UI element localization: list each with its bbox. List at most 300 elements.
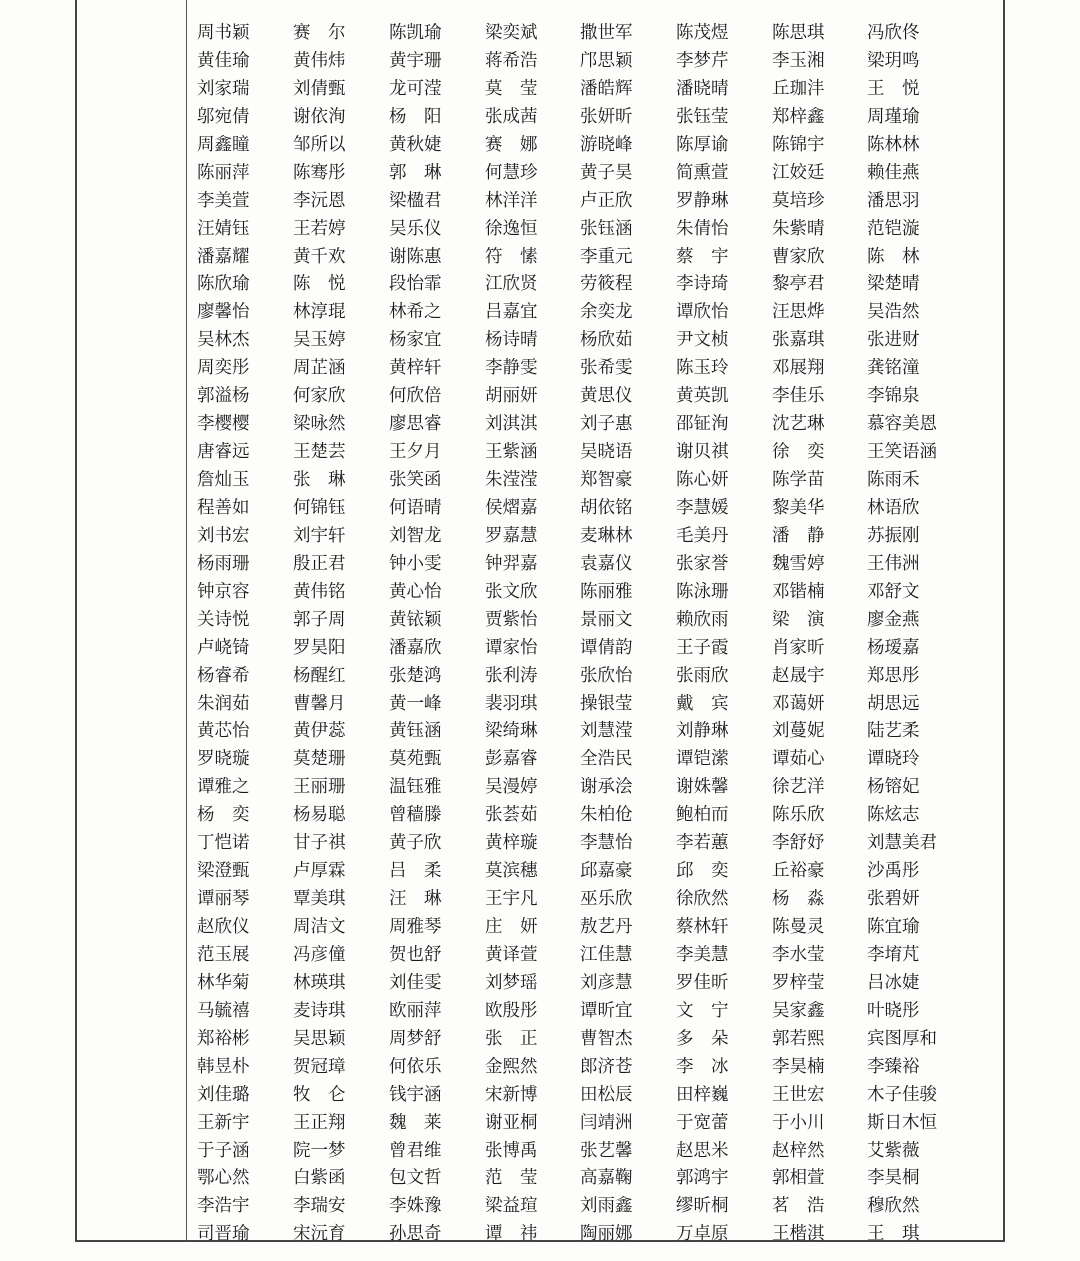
student-name: 范 莹 bbox=[485, 1168, 538, 1189]
student-name: 汪婧钰 bbox=[197, 218, 250, 239]
student-name: 梁楹君 bbox=[389, 190, 442, 211]
student-name: 李慧媛 bbox=[676, 497, 729, 518]
student-name: 李诗琦 bbox=[676, 274, 729, 295]
student-name: 杨 奕 bbox=[197, 805, 250, 826]
student-name: 潘 静 bbox=[772, 525, 825, 546]
student-name: 朱紫晴 bbox=[772, 218, 825, 239]
name-row bbox=[197, 1165, 977, 1193]
student-name: 麦琳林 bbox=[580, 525, 633, 546]
student-name: 冯彦僮 bbox=[293, 944, 346, 965]
student-name: 庄 妍 bbox=[485, 917, 538, 937]
student-name: 李慧怡 bbox=[580, 833, 633, 854]
student-name: 谭倩韵 bbox=[580, 637, 633, 658]
student-name: 白紫函 bbox=[293, 1168, 346, 1189]
student-name: 操银莹 bbox=[580, 693, 633, 714]
name-row bbox=[197, 942, 977, 970]
name-list bbox=[197, 20, 977, 1249]
student-name: 贺冠璋 bbox=[293, 1056, 346, 1077]
student-name: 黄铱颖 bbox=[389, 609, 442, 630]
student-name: 茗 浩 bbox=[772, 1196, 825, 1217]
student-name: 刘佳璐 bbox=[197, 1084, 250, 1105]
student-name: 吴漫婷 bbox=[485, 777, 538, 798]
student-name: 钟京容 bbox=[197, 581, 250, 602]
student-name: 陈玉玲 bbox=[676, 358, 729, 379]
student-name: 符 愫 bbox=[485, 246, 538, 267]
name-row bbox=[197, 607, 977, 635]
student-name: 温钰雅 bbox=[389, 777, 442, 798]
name-row bbox=[197, 439, 977, 467]
student-name: 邱 奕 bbox=[676, 861, 729, 882]
student-name: 刘慧美君 bbox=[867, 833, 937, 854]
student-name: 院一梦 bbox=[293, 1140, 346, 1161]
student-name: 何欣倍 bbox=[389, 386, 442, 407]
student-name: 梁益瑄 bbox=[485, 1196, 538, 1217]
student-name: 谢亚桐 bbox=[485, 1112, 538, 1133]
student-name: 闫靖洲 bbox=[580, 1112, 633, 1133]
student-name: 王世宏 bbox=[772, 1084, 825, 1105]
student-name: 李梦芹 bbox=[676, 50, 729, 71]
student-name: 欧殷彤 bbox=[485, 1000, 538, 1021]
student-name: 梁咏然 bbox=[293, 414, 346, 435]
student-name: 吕 柔 bbox=[389, 861, 442, 882]
student-name: 劳筱程 bbox=[580, 274, 633, 295]
student-name: 何家欣 bbox=[293, 386, 346, 407]
student-name: 张碧妍 bbox=[867, 889, 920, 910]
student-name: 郭子周 bbox=[293, 609, 346, 630]
student-name: 罗梓莹 bbox=[772, 972, 825, 993]
student-name: 邱嘉豪 bbox=[580, 861, 633, 882]
student-name: 张艺馨 bbox=[580, 1140, 633, 1161]
student-name: 范铠漩 bbox=[867, 218, 920, 239]
student-name: 邵钲洵 bbox=[676, 414, 729, 435]
name-row bbox=[197, 383, 977, 411]
student-name: 陈 林 bbox=[867, 246, 920, 267]
student-name: 张笑函 bbox=[389, 470, 442, 490]
student-name: 陆艺柔 bbox=[867, 721, 920, 742]
student-name: 江欣贤 bbox=[485, 274, 538, 295]
student-name: 郭 琳 bbox=[389, 162, 442, 183]
student-name: 罗晓璇 bbox=[197, 749, 250, 770]
student-name: 唐睿远 bbox=[197, 442, 250, 463]
student-name: 万卓原 bbox=[676, 1224, 729, 1245]
student-name: 邬宛倩 bbox=[197, 106, 250, 127]
student-name: 冯欣佟 bbox=[867, 23, 920, 43]
student-name: 陈茂煜 bbox=[676, 23, 729, 43]
name-row bbox=[197, 551, 977, 579]
student-name: 曹智杰 bbox=[580, 1028, 633, 1049]
student-name: 甘子祺 bbox=[293, 833, 346, 854]
student-name: 郑智豪 bbox=[580, 470, 633, 490]
student-name: 杨瑷嘉 bbox=[867, 637, 920, 658]
student-name: 于子涵 bbox=[197, 1140, 250, 1161]
student-name: 敖艺丹 bbox=[580, 917, 633, 937]
student-name: 陈雨禾 bbox=[867, 470, 920, 490]
student-name: 缪昕桐 bbox=[676, 1196, 729, 1217]
student-name: 刘宇轩 bbox=[293, 525, 346, 546]
student-name: 卢峣锜 bbox=[197, 637, 250, 658]
student-name: 陈丽雅 bbox=[580, 581, 633, 602]
student-name: 王夕月 bbox=[389, 442, 442, 463]
student-name: 魏雪婷 bbox=[772, 553, 825, 574]
student-name: 谭茹心 bbox=[772, 749, 825, 770]
student-name: 杨易聪 bbox=[293, 805, 346, 826]
student-name: 张 正 bbox=[485, 1028, 538, 1049]
student-name: 牧 仑 bbox=[293, 1084, 346, 1105]
student-name: 段怡霏 bbox=[389, 274, 442, 295]
student-name: 谭丽琴 bbox=[197, 889, 250, 910]
student-name: 游晓峰 bbox=[580, 134, 633, 155]
student-name: 杨醒红 bbox=[293, 665, 346, 686]
student-name: 李瑞安 bbox=[293, 1196, 346, 1217]
student-name: 孙思奇 bbox=[389, 1224, 442, 1245]
student-name: 王楚芸 bbox=[293, 442, 346, 463]
student-name: 杨诗晴 bbox=[485, 330, 538, 351]
student-name: 林淳琨 bbox=[293, 302, 346, 323]
student-name: 郭溢杨 bbox=[197, 386, 250, 407]
name-row bbox=[197, 327, 977, 355]
student-name: 陈丽萍 bbox=[197, 162, 250, 183]
student-name: 黄秋婕 bbox=[389, 134, 442, 155]
student-name: 曹馨月 bbox=[293, 693, 346, 714]
student-name: 张成茜 bbox=[485, 106, 538, 127]
student-name: 何语晴 bbox=[389, 497, 442, 518]
student-name: 李重元 bbox=[580, 246, 633, 267]
student-name: 汪 琳 bbox=[389, 889, 442, 910]
student-name: 李舒妤 bbox=[772, 833, 825, 854]
student-name: 陈炫志 bbox=[867, 805, 920, 826]
student-name: 蔡 宇 bbox=[676, 246, 729, 267]
student-name: 邹所以 bbox=[293, 134, 346, 155]
student-name: 黄思仪 bbox=[580, 386, 633, 407]
student-name: 卢正欣 bbox=[580, 190, 633, 211]
name-row bbox=[197, 1193, 977, 1221]
student-name: 罗佳昕 bbox=[676, 972, 729, 993]
student-name: 艾紫薇 bbox=[867, 1140, 920, 1161]
student-name: 王楷淇 bbox=[772, 1224, 825, 1245]
student-name: 邓展翔 bbox=[772, 358, 825, 379]
student-name: 陈曼灵 bbox=[772, 917, 825, 937]
student-name: 胡思远 bbox=[867, 693, 920, 714]
student-name: 穆欣然 bbox=[867, 1196, 920, 1217]
student-name: 陈厚谕 bbox=[676, 134, 729, 155]
student-name: 宋沅育 bbox=[293, 1224, 346, 1245]
student-name: 钟羿嘉 bbox=[485, 553, 538, 574]
student-name: 梁奕斌 bbox=[485, 23, 538, 43]
student-name: 李佳乐 bbox=[772, 386, 825, 407]
student-name: 李锦泉 bbox=[867, 386, 920, 407]
name-row bbox=[197, 523, 977, 551]
student-name: 张荟茹 bbox=[485, 805, 538, 826]
student-name: 詹灿玉 bbox=[197, 470, 250, 490]
name-row bbox=[197, 244, 977, 272]
student-name: 谭家怡 bbox=[485, 637, 538, 658]
student-name: 赛 尔 bbox=[293, 23, 346, 43]
name-row bbox=[197, 467, 977, 495]
student-name: 殷正君 bbox=[293, 553, 346, 574]
student-name: 吴玉婷 bbox=[293, 330, 346, 351]
student-name: 陈骞彤 bbox=[293, 162, 346, 183]
name-row bbox=[197, 160, 977, 188]
student-name: 刘彦慧 bbox=[580, 972, 633, 993]
student-name: 张欣怡 bbox=[580, 665, 633, 686]
student-name: 沈艺琳 bbox=[772, 414, 825, 435]
student-name: 贺也舒 bbox=[389, 944, 442, 965]
student-name: 谭雅之 bbox=[197, 777, 250, 798]
student-name: 莫苑甄 bbox=[389, 749, 442, 770]
student-name: 于小川 bbox=[772, 1112, 825, 1133]
name-row bbox=[197, 1221, 977, 1249]
student-name: 田梓巍 bbox=[676, 1084, 729, 1105]
student-name: 李 冰 bbox=[676, 1056, 729, 1077]
student-name: 肖家昕 bbox=[772, 637, 825, 658]
student-name: 郭鸿宇 bbox=[676, 1168, 729, 1189]
student-name: 金熙然 bbox=[485, 1056, 538, 1077]
student-name: 朱柏伧 bbox=[580, 805, 633, 826]
student-name: 丁恺诺 bbox=[197, 833, 250, 854]
student-name: 胡依铭 bbox=[580, 497, 633, 518]
student-name: 李沅恩 bbox=[293, 190, 346, 211]
student-name: 刘家瑞 bbox=[197, 78, 250, 99]
student-name: 潘嘉耀 bbox=[197, 246, 250, 267]
name-row bbox=[197, 774, 977, 802]
student-name: 田松辰 bbox=[580, 1084, 633, 1105]
student-name: 黄译萱 bbox=[485, 944, 538, 965]
student-name: 陈欣瑜 bbox=[197, 274, 250, 295]
student-name: 张博禹 bbox=[485, 1140, 538, 1161]
student-name: 撒世军 bbox=[580, 23, 633, 43]
student-name: 杨欣茹 bbox=[580, 330, 633, 351]
student-name: 黄梓轩 bbox=[389, 358, 442, 379]
student-name: 徐艺洋 bbox=[772, 777, 825, 798]
student-name: 魏 莱 bbox=[389, 1112, 442, 1133]
student-name: 刘书宏 bbox=[197, 525, 250, 546]
student-name: 李浩宇 bbox=[197, 1196, 250, 1217]
student-name: 黎亭君 bbox=[772, 274, 825, 295]
name-row bbox=[197, 188, 977, 216]
student-name: 谭铠潆 bbox=[676, 749, 729, 770]
student-name: 潘思羽 bbox=[867, 190, 920, 211]
student-name: 丘珈沣 bbox=[772, 78, 825, 99]
student-name: 赵思米 bbox=[676, 1140, 729, 1161]
student-name: 钟小雯 bbox=[389, 553, 442, 574]
student-name: 曾君维 bbox=[389, 1140, 442, 1161]
student-name: 李玉湘 bbox=[772, 50, 825, 71]
student-name: 曾穑滕 bbox=[389, 805, 442, 826]
student-name: 全浩民 bbox=[580, 749, 633, 770]
student-name: 郑梓鑫 bbox=[772, 106, 825, 127]
student-name: 王丽珊 bbox=[293, 777, 346, 798]
name-row bbox=[197, 299, 977, 327]
student-name: 谭昕宜 bbox=[580, 1000, 633, 1021]
student-name: 黄子欣 bbox=[389, 833, 442, 854]
student-name: 郑思彤 bbox=[867, 665, 920, 686]
student-name: 关诗悦 bbox=[197, 609, 250, 630]
student-name: 周雅琴 bbox=[389, 917, 442, 937]
student-name: 赛 娜 bbox=[485, 134, 538, 155]
student-name: 黄伟铭 bbox=[293, 581, 346, 602]
student-name: 李静雯 bbox=[485, 358, 538, 379]
name-row bbox=[197, 691, 977, 719]
student-name: 于宽蕾 bbox=[676, 1112, 729, 1133]
student-name: 郎济苍 bbox=[580, 1056, 633, 1077]
column-divider bbox=[186, 0, 187, 1242]
student-name: 江佳慧 bbox=[580, 944, 633, 965]
student-name: 张雨欣 bbox=[676, 665, 729, 686]
student-name: 陈思琪 bbox=[772, 23, 825, 43]
student-name: 徐 奕 bbox=[772, 442, 825, 463]
name-row bbox=[197, 20, 977, 48]
name-row bbox=[197, 802, 977, 830]
name-row bbox=[197, 271, 977, 299]
student-name: 刘佳雯 bbox=[389, 972, 442, 993]
student-name: 刘蔓妮 bbox=[772, 721, 825, 742]
student-name: 李若蕙 bbox=[676, 833, 729, 854]
student-name: 刘雨鑫 bbox=[580, 1196, 633, 1217]
student-name: 吴晓语 bbox=[580, 442, 633, 463]
name-row bbox=[197, 914, 977, 942]
student-name: 程善如 bbox=[197, 497, 250, 518]
student-name: 刘静琳 bbox=[676, 721, 729, 742]
student-name: 林瑛琪 bbox=[293, 972, 346, 993]
student-name: 张进财 bbox=[867, 330, 920, 351]
student-name: 简熏萱 bbox=[676, 162, 729, 183]
student-name: 陈凯瑜 bbox=[389, 23, 442, 43]
student-name: 黄千欢 bbox=[293, 246, 346, 267]
student-name: 陈宜瑜 bbox=[867, 917, 920, 937]
student-name: 王宇凡 bbox=[485, 889, 538, 910]
student-name: 李堉芃 bbox=[867, 944, 920, 965]
name-row bbox=[197, 1026, 977, 1054]
student-name: 王若婷 bbox=[293, 218, 346, 239]
student-name: 赖欣雨 bbox=[676, 609, 729, 630]
student-name: 陈 悦 bbox=[293, 274, 346, 295]
name-row bbox=[197, 998, 977, 1026]
student-name: 黄芯怡 bbox=[197, 721, 250, 742]
student-name: 潘皓辉 bbox=[580, 78, 633, 99]
student-name: 叶晓彤 bbox=[867, 1000, 920, 1021]
student-name: 周奕彤 bbox=[197, 358, 250, 379]
name-row bbox=[197, 746, 977, 774]
student-name: 张文欣 bbox=[485, 581, 538, 602]
student-name: 潘嘉欣 bbox=[389, 637, 442, 658]
student-name: 杨 阳 bbox=[389, 106, 442, 127]
name-row bbox=[197, 663, 977, 691]
student-name: 张希雯 bbox=[580, 358, 633, 379]
name-row bbox=[197, 104, 977, 132]
student-name: 景丽文 bbox=[580, 609, 633, 630]
student-name: 莫培珍 bbox=[772, 190, 825, 211]
student-name: 王笑语涵 bbox=[867, 442, 937, 463]
student-name: 王新宇 bbox=[197, 1112, 250, 1133]
student-name: 贾紫怡 bbox=[485, 609, 538, 630]
student-name: 王伟洲 bbox=[867, 553, 920, 574]
student-name: 朱润茹 bbox=[197, 693, 250, 714]
student-name: 郭若熙 bbox=[772, 1028, 825, 1049]
name-row bbox=[197, 1082, 977, 1110]
student-name: 赵梓然 bbox=[772, 1140, 825, 1161]
student-name: 卢厚霖 bbox=[293, 861, 346, 882]
student-name: 廖思睿 bbox=[389, 414, 442, 435]
name-row bbox=[197, 132, 977, 160]
student-name: 潘晓晴 bbox=[676, 78, 729, 99]
student-name: 罗昊阳 bbox=[293, 637, 346, 658]
student-name: 彭嘉睿 bbox=[485, 749, 538, 770]
student-name: 司晋瑜 bbox=[197, 1224, 250, 1245]
student-name: 黄佳瑜 bbox=[197, 50, 250, 71]
student-name: 侯熠嘉 bbox=[485, 497, 538, 518]
student-name: 多 朵 bbox=[676, 1028, 729, 1049]
student-name: 罗嘉慧 bbox=[485, 525, 538, 546]
student-name: 林希之 bbox=[389, 302, 442, 323]
student-name: 朱倩怡 bbox=[676, 218, 729, 239]
student-name: 张家誉 bbox=[676, 553, 729, 574]
student-name: 何慧珍 bbox=[485, 162, 538, 183]
student-name: 陈学苗 bbox=[772, 470, 825, 490]
student-name: 杨睿希 bbox=[197, 665, 250, 686]
student-name: 刘慧滢 bbox=[580, 721, 633, 742]
student-name: 蒋希浩 bbox=[485, 50, 538, 71]
student-name: 黄钰涵 bbox=[389, 721, 442, 742]
student-name: 莫 莹 bbox=[485, 78, 538, 99]
student-name: 吕冰婕 bbox=[867, 972, 920, 993]
student-name: 邓锴楠 bbox=[772, 581, 825, 602]
student-name: 梁 演 bbox=[772, 609, 825, 630]
name-row bbox=[197, 76, 977, 104]
student-name: 蔡林轩 bbox=[676, 917, 729, 937]
name-row bbox=[197, 355, 977, 383]
student-name: 王子霞 bbox=[676, 637, 729, 658]
name-row bbox=[197, 495, 977, 523]
student-name: 胡丽妍 bbox=[485, 386, 538, 407]
student-name: 杨家宜 bbox=[389, 330, 442, 351]
student-name: 周瑾瑜 bbox=[867, 106, 920, 127]
student-name: 张嘉琪 bbox=[772, 330, 825, 351]
student-name: 谭欣怡 bbox=[676, 302, 729, 323]
student-name: 谢依洵 bbox=[293, 106, 346, 127]
student-name: 斯日木恒 bbox=[867, 1112, 937, 1133]
student-name: 戴 宾 bbox=[676, 693, 729, 714]
student-name: 陈泳珊 bbox=[676, 581, 729, 602]
student-name: 钱宇涵 bbox=[389, 1084, 442, 1105]
name-row bbox=[197, 1138, 977, 1166]
student-name: 吴乐仪 bbox=[389, 218, 442, 239]
student-name: 谢贝祺 bbox=[676, 442, 729, 463]
student-name: 邝思颖 bbox=[580, 50, 633, 71]
student-name: 马毓禧 bbox=[197, 1000, 250, 1021]
student-name: 李美慧 bbox=[676, 944, 729, 965]
student-name: 张 琳 bbox=[293, 470, 346, 490]
student-name: 陈林林 bbox=[867, 134, 920, 155]
name-row bbox=[197, 1054, 977, 1082]
name-row bbox=[197, 1110, 977, 1138]
student-name: 龙可滢 bbox=[389, 78, 442, 99]
student-name: 宋新博 bbox=[485, 1084, 538, 1105]
student-name: 徐逸恒 bbox=[485, 218, 538, 239]
student-name: 林语欣 bbox=[867, 497, 920, 518]
student-name: 赵欣仪 bbox=[197, 917, 250, 937]
student-name: 陈锦宇 bbox=[772, 134, 825, 155]
student-name: 包文哲 bbox=[389, 1168, 442, 1189]
student-name: 张利涛 bbox=[485, 665, 538, 686]
student-name: 曹家欣 bbox=[772, 246, 825, 267]
student-name: 吴浩然 bbox=[867, 302, 920, 323]
student-name: 吕嘉宜 bbox=[485, 302, 538, 323]
student-name: 巫乐欣 bbox=[580, 889, 633, 910]
student-name: 尹文桢 bbox=[676, 330, 729, 351]
student-name: 罗静琳 bbox=[676, 190, 729, 211]
student-name: 苏振刚 bbox=[867, 525, 920, 546]
student-name: 刘子惠 bbox=[580, 414, 633, 435]
